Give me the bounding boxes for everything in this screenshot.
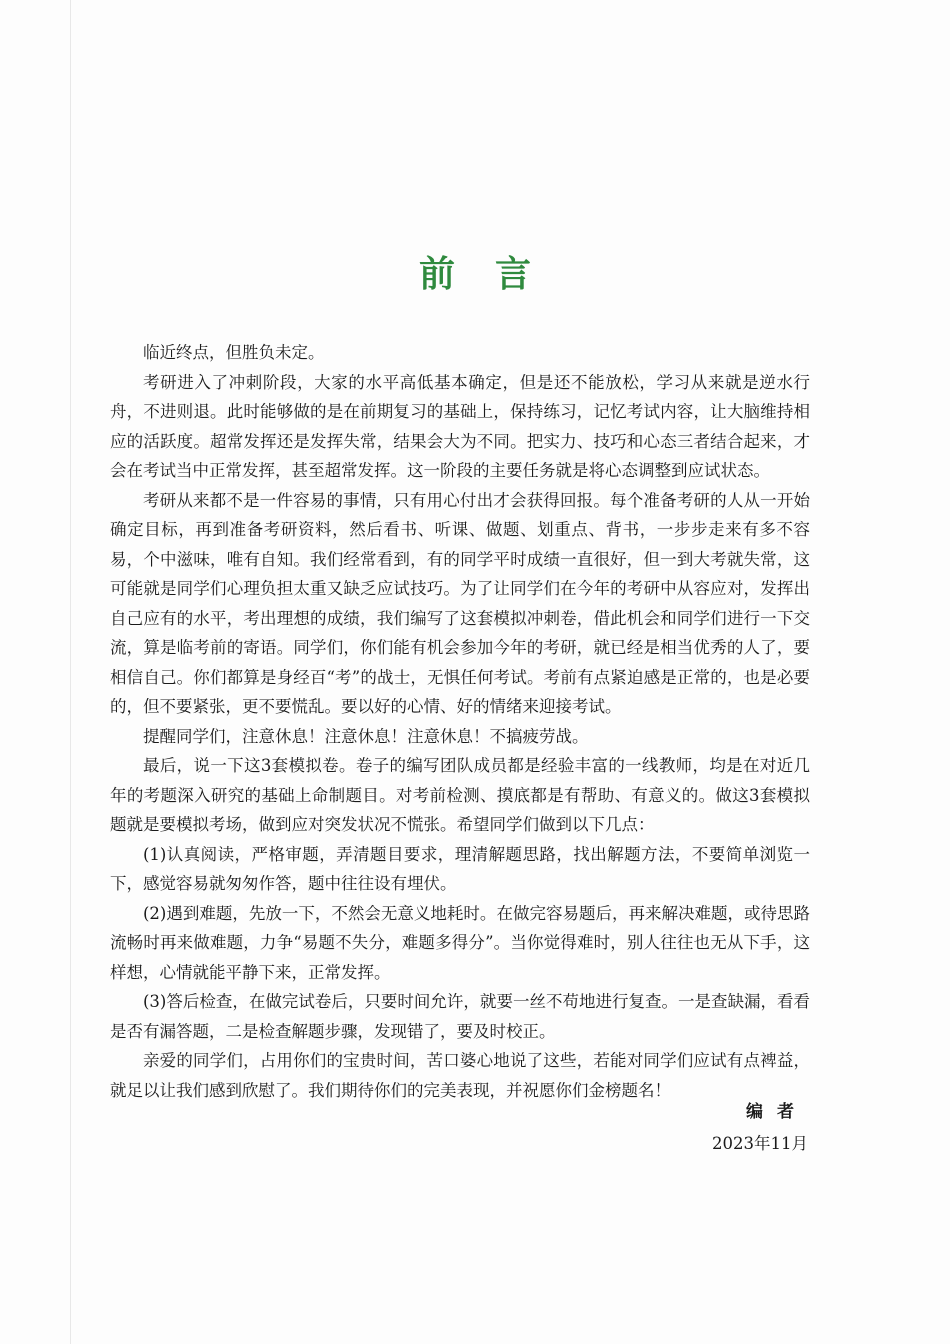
paragraph: 亲爱的同学们，占用你们的宝贵时间，苦口婆心地说了这些，若能对同学们应试有点裨益，就足以让我们感到欣慰了。我们期待你们的完美表现，并祝愿你们金榜题名！ [110, 1051, 810, 1100]
paragraph: 考研从来都不是一件容易的事情，只有用心付出才会获得回报。每个准备考研的人从一开始确定目标，再到准备考研资料，然后看书、听课、做题、划重点、背书，一步步走来有多不容易，个中滋味，唯有自知。我们经常看到，有的同学平时成绩一直很好，但一到大考就失常，这可能就是同学们心理负担太重又缺乏应试技巧。为了让同学们在今年的考研中从容应对，发挥出自己应有的水平，考出理想的成绩，我们编写了这套模拟冲刺卷，借此机会和同学们进行一下交流，算是临考前的寄语。同学们，你们能有机会参加今年的考研，就已经是相当优秀的人了，要相信自己。你们都算是身经百“考”的战士，无惧任何考试。考前有点紧迫感是正常的，也是必要的，但不要紧张，更不要慌乱。要以好的心情、好的情绪来迎接考试。 [110, 490, 810, 716]
paragraph: (1)认真阅读，严格审题，弄清题目要求，理清解题思路，找出解题方法，不要简单浏览一下，感觉容易就匆匆作答，题中往往设有埋伏。 [110, 844, 810, 893]
publication-date: 2023年11月 [712, 1134, 808, 1153]
paragraph: 考研进入了冲刺阶段，大家的水平高低基本确定，但是还不能放松，学习从来就是逆水行舟，不进则退。此时能够做的是在前期复习的基础上，保持练习，记忆考试内容，让大脑维持相应的活跃度。超常发挥还是发挥失常，结果会大为不同。把实力、技巧和心态三者结合起来，才会在考试当中正常发挥，甚至超常发挥。这一阶段的主要任务就是将心态调整到应试状态。 [110, 372, 810, 480]
paragraph: (3)答后检查，在做完试卷后，只要时间允许，就要一丝不苟地进行复查。一是查缺漏，看看是否有漏答题，二是检查解题步骤，发现错了，要及时校正。 [110, 992, 810, 1041]
page-fold-line [70, 0, 71, 1344]
paragraph: 最后，说一下这3套模拟卷。卷子的编写团队成员都是经验丰富的一线教师，均是在对近几年的考题深入研究的基础上命制题目。对考前检测、摸底都是有帮助、有意义的。做这3套模拟题就是要模拟考场，做到应对突发状况不慌张。希望同学们做到以下几点： [110, 756, 810, 834]
paragraph: (2)遇到难题，先放一下，不然会无意义地耗时。在做完容易题后，再来解决难题，或待思路流畅时再来做难题，力争“易题不失分，难题多得分”。当你觉得难时，别人往往也无从下手，这样想，心情就能平静下来，正常发挥。 [110, 903, 810, 982]
page-title: 前言 [418, 253, 571, 296]
paragraph: 提醒同学们，注意休息！注意休息！注意休息！不搞疲劳战。 [143, 726, 589, 746]
author-signature: 编者 [746, 1102, 808, 1122]
preface-body [110, 338, 810, 1105]
paragraph: 临近终点，但胜负未定。 [143, 343, 325, 362]
